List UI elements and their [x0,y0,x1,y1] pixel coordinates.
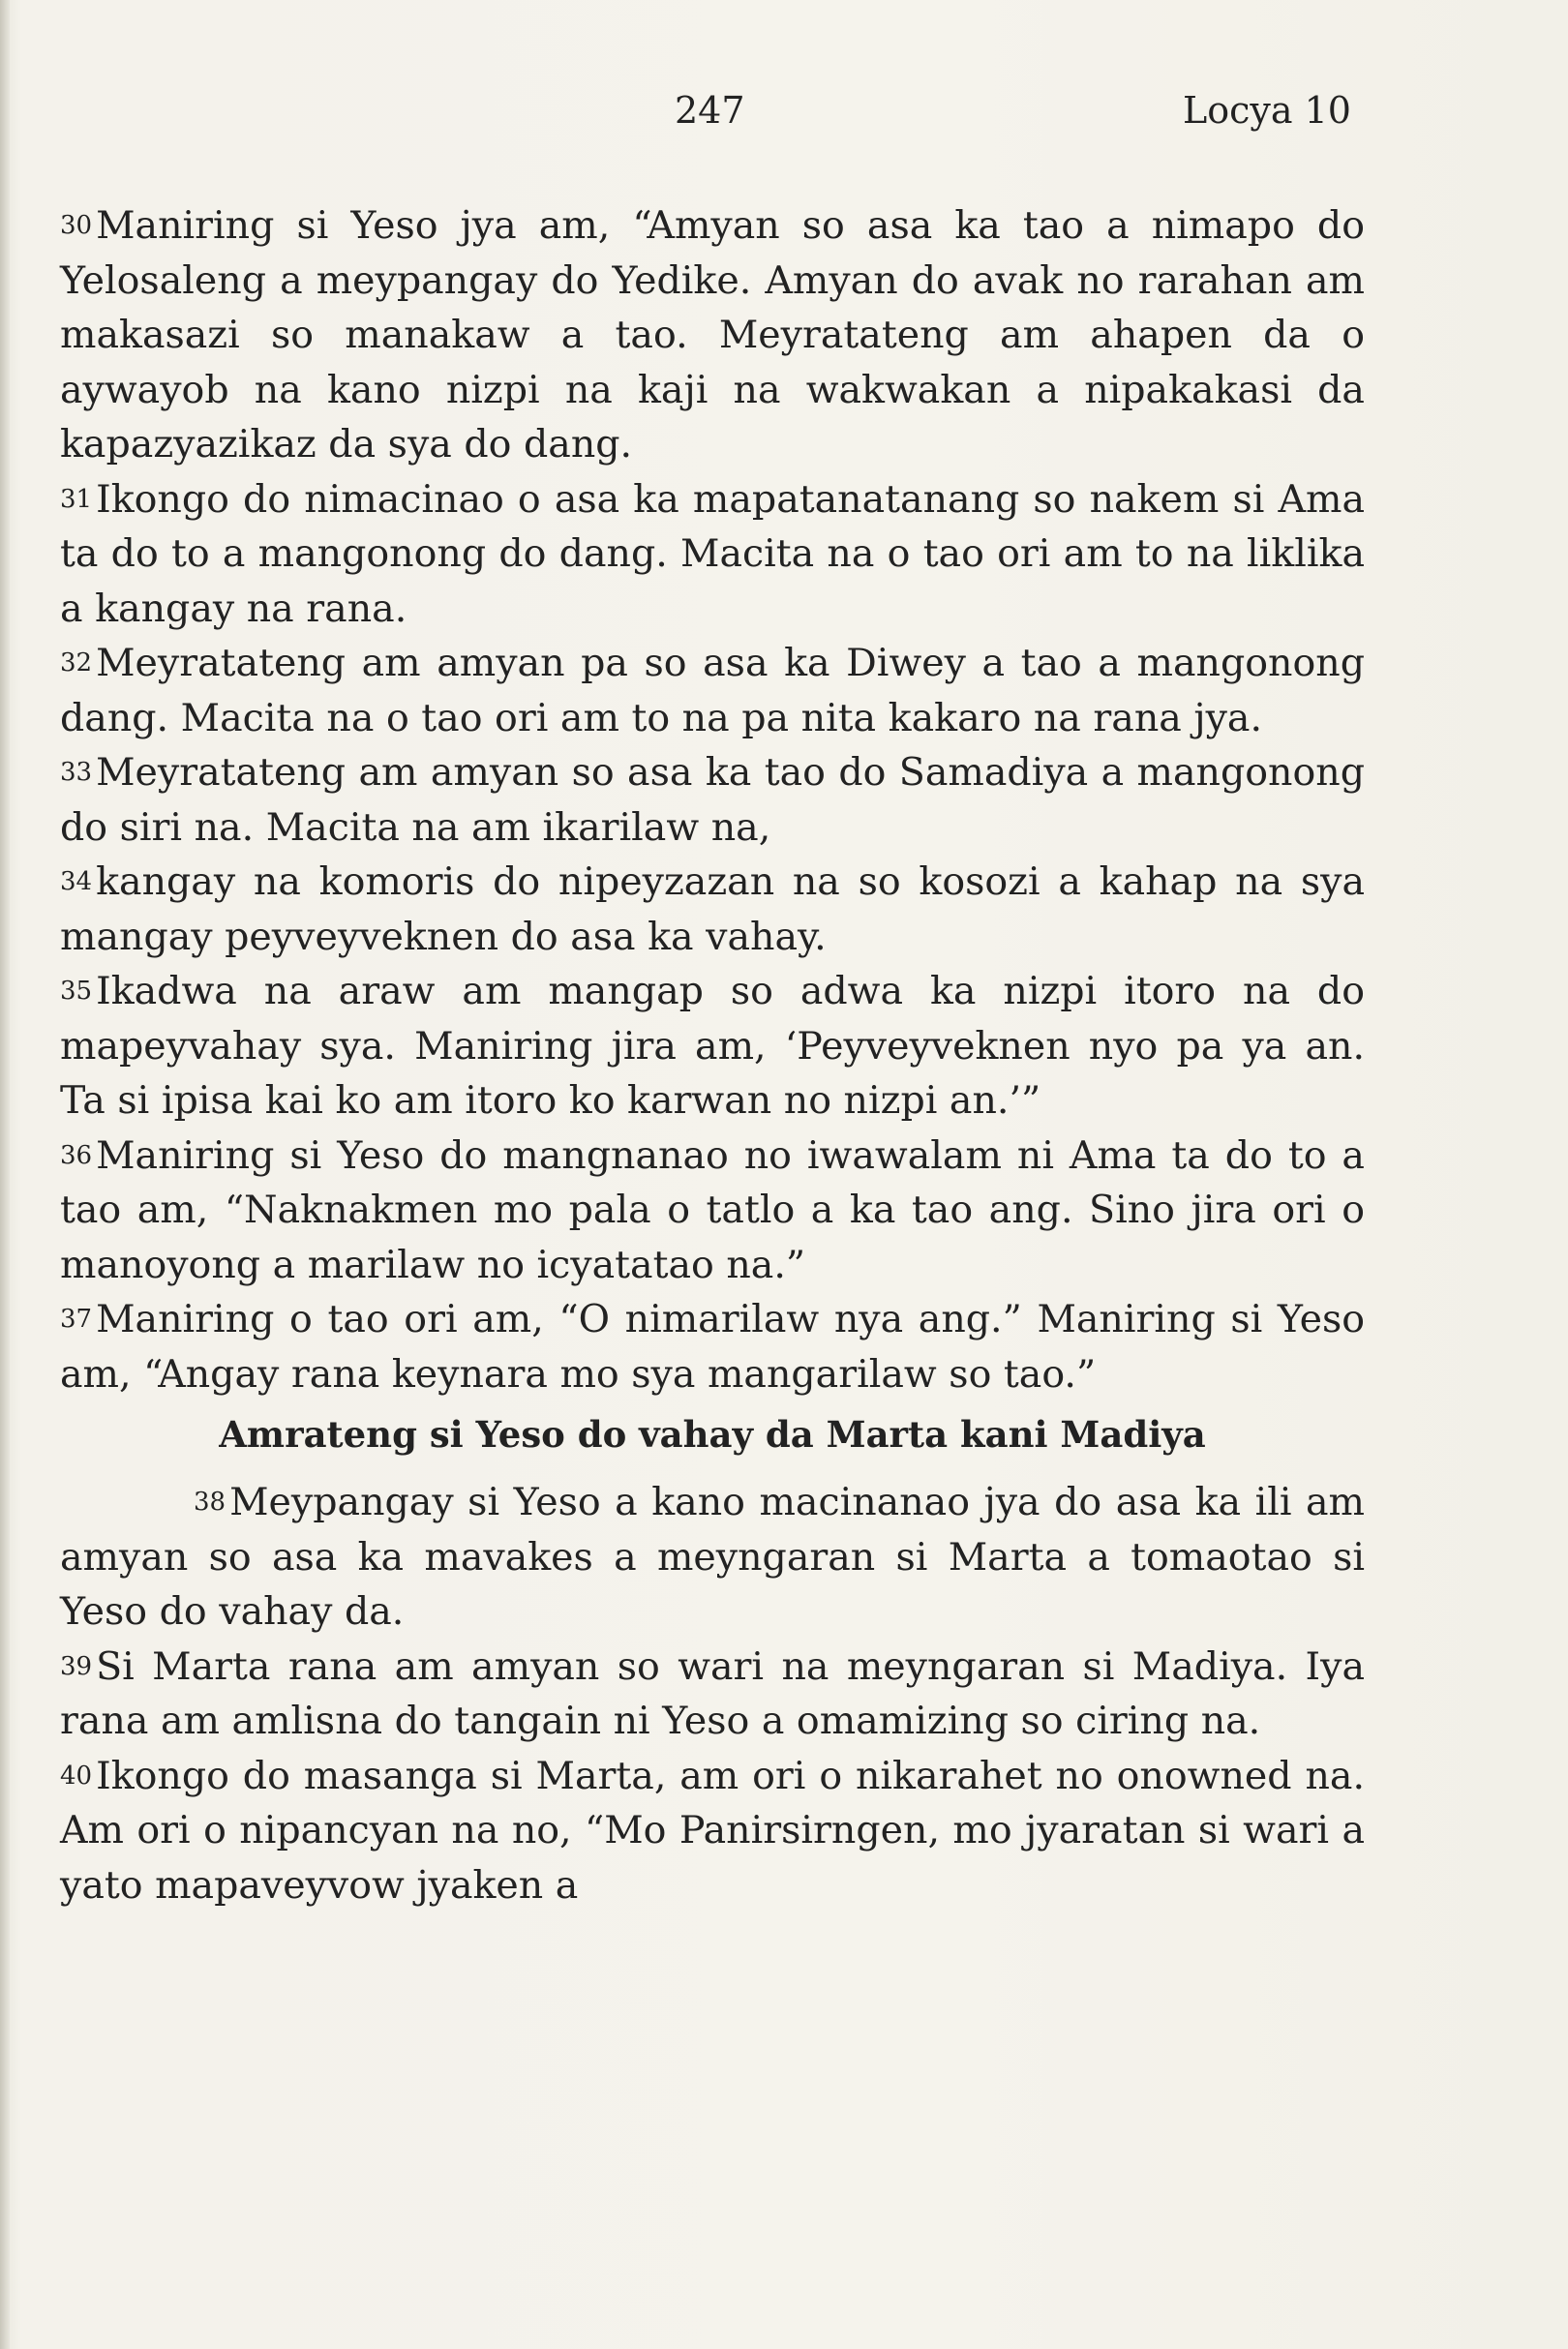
verse-number: 40 [60,1761,93,1791]
verse-number: 39 [60,1651,93,1681]
body-text [60,198,1365,1912]
verse-number: 30 [60,211,93,240]
verse-39 [60,1640,1365,1749]
verse-text: kangay na komoris do nipeyzazan na so kosozi a kahap na sya mangay peyveyveknen do asa ka vahay. [60,859,1365,959]
verse-number: 37 [60,1305,93,1334]
verse-text: Meypangay si Yeso a kano macinanao jya do asa ka ili am amyan so asa ka mavakes a meyngaran si Marta a tomaotao si Yeso do vahay da. [60,1480,1365,1634]
running-head: Locya 10 [1183,89,1351,132]
binding-edge [0,0,10,2349]
verse-text: Ikadwa na araw am mangap so adwa ka nizpi itoro na do mapeyvahay sya. Maniring jira am, ‘Peyveyveknen nyo pa ya an. Ta si ipisa kai ko am itoro ko karwan no nizpi an.’” [60,969,1365,1123]
verse-32 [60,636,1365,745]
verse-text: Maniring o tao ori am, “O nimarilaw nya ang.” Maniring si Yeso am, “Angay rana keynara mo sya mangarilaw so tao.” [60,1297,1365,1397]
verse-number: 36 [60,1140,93,1170]
verse-number: 32 [60,648,93,678]
verse-33 [60,745,1365,855]
verse-number: 31 [60,484,93,514]
verse-text: Ikongo do masanga si Marta, am ori o nikarahet no onowned na. Am ori o nipancyan na no, “Mo Panirsirngen, mo jyaratan si wari a yato mapaveyvow jyaken a [60,1753,1365,1908]
verse-37 [60,1292,1365,1401]
verse-number: 34 [60,867,93,896]
verse-text: Maniring si Yeso do mangnanao no iwawalam ni Ama ta do to a tao am, “Naknakmen mo pala o tatlo a ka tao ang. Sino jira ori o manoyong a marilaw no icyatatao na.” [60,1132,1365,1287]
verse-number: 33 [60,758,93,787]
section-heading: Amrateng si Yeso do vahay da Marta kani Madiya [219,1413,1206,1456]
verse-number: 35 [60,977,93,1006]
page-number: 247 [675,89,745,132]
verse-text: Meyratateng am amyan pa so asa ka Diwey a tao a mangonong dang. Macita na o tao ori am to na pa nita kakaro na rana jya. [60,641,1365,740]
verse-text: Meyratateng am amyan so asa ka tao do Samadiya a mangonong do siri na. Macita na am ikarilaw na, [60,750,1365,850]
verse-40 [60,1749,1365,1913]
verse-38 [60,1475,1365,1640]
verse-34 [60,855,1365,964]
page-header [0,89,1568,147]
verse-31 [60,472,1365,637]
verse-35 [60,964,1365,1129]
verse-text: Maniring si Yeso jya am, “Amyan so asa ka tao a nimapo do Yelosaleng a meypangay do Yedike. Amyan do avak no rarahan am makasazi so manakaw a tao. Meyratateng am ahapen da o aywayob na kano nizpi na kaji na wakwakan a nipakakasi da kapazyazikaz da sya do dang. [60,203,1365,467]
verse-36 [60,1129,1365,1293]
verse-text: Ikongo do nimacinao o asa ka mapatanatanang so nakem si Ama ta do to a mangonong do dang. Macita na o tao ori am to na liklika a kangay na rana. [60,476,1365,631]
verse-number: 38 [194,1488,226,1517]
verse-text: Si Marta rana am amyan so wari na meyngaran si Madiya. Iya rana am amlisna do tangain ni Yeso a omamizing so ciring na. [60,1643,1365,1743]
verse-30 [60,198,1365,472]
